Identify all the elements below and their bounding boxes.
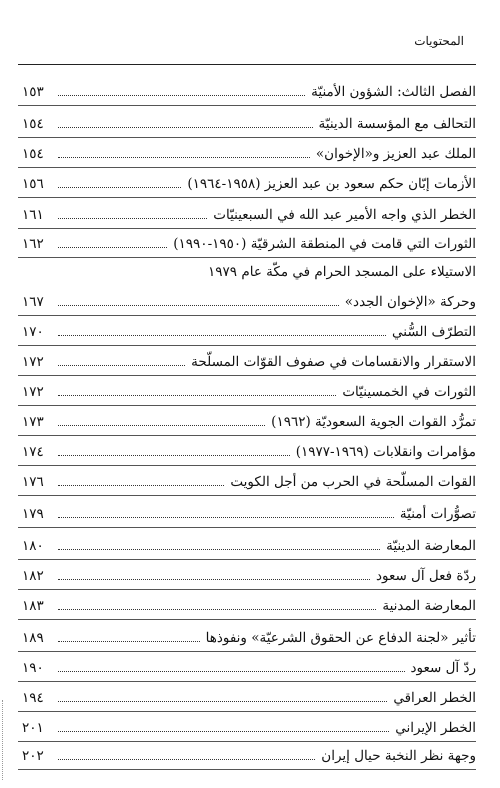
toc-entry-title: الأزمات إبّان حكم سعود بن عبد العزيز (١٩٥٨-١٩٦٤) — [187, 176, 476, 192]
entry-separator — [18, 435, 476, 436]
toc-entry — [22, 78, 476, 102]
toc-entry-title: وحركة «الإخوان الجدد» — [344, 294, 476, 310]
entry-separator — [18, 375, 476, 376]
toc-entry — [22, 438, 476, 462]
toc-entry — [22, 684, 476, 708]
entry-separator — [18, 589, 476, 590]
toc-entry — [22, 562, 492, 586]
toc-entry-page: ١٥٦ — [22, 176, 44, 192]
toc-entry-page: ١٧٢ — [22, 354, 44, 370]
entry-separator — [18, 105, 476, 106]
toc-entry-page: ١٧٦ — [22, 474, 44, 490]
entry-separator — [18, 769, 476, 770]
entry-separator — [18, 619, 476, 620]
toc-entry-title: المعارضة الدينيّة — [386, 538, 476, 554]
entry-separator — [18, 167, 476, 168]
dot-leader — [58, 247, 167, 248]
toc-entry — [22, 318, 476, 342]
toc-entry — [22, 170, 476, 194]
dot-leader — [58, 517, 394, 518]
toc-entry-page: ١٨٣ — [22, 598, 44, 614]
toc-entry-title: ردّة فعل آل سعود — [375, 568, 476, 584]
entry-separator — [18, 711, 476, 712]
toc-entry-title: التحالف مع المؤسسة الدينيّة — [318, 116, 476, 132]
toc-entry-page: ١٧٤ — [22, 444, 44, 460]
toc-entry — [22, 500, 492, 524]
entry-separator — [18, 345, 476, 346]
entry-separator — [18, 137, 476, 138]
toc-entry-title: الخطر الإيراني — [395, 720, 476, 736]
toc-entry — [22, 378, 476, 402]
toc-entry-page: ١٨٢ — [22, 568, 44, 584]
toc-entry-page: ١٥٤ — [22, 116, 44, 132]
toc-entry-page: ١٦١ — [22, 207, 44, 223]
toc-entry — [22, 532, 476, 556]
dot-leader — [58, 549, 380, 550]
toc-entry-page: ١٥٤ — [22, 146, 44, 162]
toc-entry-title: الثورات التي قامت في المنطقة الشرقيّة (١٩٥٠-١٩٩٠) — [173, 236, 476, 252]
toc-entry — [22, 408, 476, 432]
toc-entry-title: الخطر الذي واجه الأمير عبد الله في السبعينيّات — [213, 207, 476, 223]
entry-separator — [18, 527, 476, 528]
toc-entry — [22, 201, 476, 225]
dot-leader — [58, 95, 305, 96]
toc-entry-title: الاستيلاء على المسجد الحرام في مكّة عام ١٩٧٩ — [208, 264, 476, 280]
toc-entry-title: الاستقرار والانقسامات في صفوف القوّات المسلّحة — [191, 354, 476, 370]
toc-entry-title: الخطر العراقي — [393, 690, 476, 706]
toc-entry-page: ١٧٩ — [22, 506, 44, 522]
toc-entry — [22, 624, 492, 648]
toc-entry-title: الملك عبد العزيز و«الإخوان» — [315, 146, 476, 162]
entry-separator — [18, 315, 476, 316]
toc-entry — [22, 110, 492, 134]
dot-leader — [58, 579, 370, 580]
toc-entry-page: ١٨٩ — [22, 630, 44, 646]
toc-entry-title: مؤامرات وانقلابات (١٩٦٩-١٩٧٧) — [295, 444, 476, 460]
entry-separator — [18, 465, 476, 466]
entry-separator — [18, 559, 476, 560]
entry-separator — [18, 651, 476, 652]
toc-entry — [22, 742, 492, 766]
dot-leader — [58, 365, 185, 366]
running-header: المحتويات — [414, 34, 464, 48]
toc-entry-title: الثورات في الخمسينيّات — [342, 384, 476, 400]
toc-entry-title: تصوُّرات أمنيّة — [399, 506, 476, 522]
toc-entry — [22, 288, 492, 312]
dot-leader — [58, 425, 265, 426]
dot-leader — [58, 759, 315, 760]
dot-leader — [58, 641, 200, 642]
dot-leader — [58, 187, 181, 188]
toc-entry — [22, 258, 476, 282]
toc-entry-title: المعارضة المدنية — [382, 598, 476, 614]
dot-leader — [58, 305, 339, 306]
toc-entry — [22, 654, 492, 678]
dot-leader — [58, 609, 376, 610]
toc-entry-title: تأثير «لجنة الدفاع عن الحقوق الشرعيّة» ونفوذها — [205, 630, 476, 646]
toc-entry-page: ١٩٠ — [22, 660, 44, 676]
entry-separator — [18, 228, 476, 229]
toc-entry-title: التطرّف السُّني — [392, 324, 476, 340]
toc-entry-title: القوات المسلّحة في الحرب من أجل الكويت — [230, 474, 476, 490]
toc-entry-page: ١٧٢ — [22, 384, 44, 400]
toc-entry-title: ردّ آل سعود — [410, 660, 476, 676]
toc-entry-page: ١٦٢ — [22, 236, 44, 252]
toc-entry-page: ١٥٣ — [22, 84, 44, 100]
toc-entry-page: ٢٠٢ — [22, 748, 44, 764]
toc-entry-page: ٢٠١ — [22, 720, 44, 736]
toc-entry-title: الفصل الثالث: الشؤون الأمنيّة — [311, 84, 476, 100]
dot-leader — [58, 485, 224, 486]
dot-leader — [58, 127, 313, 128]
dot-leader — [58, 335, 386, 336]
dot-leader — [58, 701, 387, 702]
toc-entry-page: ١٧٣ — [22, 414, 44, 430]
toc-entry-page: ١٦٧ — [22, 294, 44, 310]
toc-entry — [22, 592, 476, 616]
dot-leader — [58, 731, 389, 732]
dot-leader — [58, 157, 310, 158]
toc-entry — [22, 468, 476, 492]
entry-separator — [18, 495, 476, 496]
margin-mark — [2, 700, 3, 780]
toc-entry-page: ١٩٤ — [22, 690, 44, 706]
toc-entry — [22, 140, 500, 164]
dot-leader — [58, 395, 336, 396]
toc-entry — [22, 714, 476, 738]
dot-leader — [58, 455, 290, 456]
dot-leader — [58, 218, 207, 219]
dot-leader — [58, 671, 405, 672]
toc-entry-page: ١٧٠ — [22, 324, 44, 340]
toc-entry-title: تمرُّد القوات الجوية السعوديّة (١٩٦٢) — [271, 414, 476, 430]
toc-entry-page: ١٨٠ — [22, 538, 44, 554]
entry-separator — [18, 197, 476, 198]
toc-entry-title: وجهة نظر النخبة حيال إيران — [321, 748, 476, 764]
entry-separator — [18, 405, 476, 406]
entry-separator — [18, 681, 476, 682]
toc-entry — [22, 348, 476, 372]
toc-entry — [22, 230, 476, 254]
